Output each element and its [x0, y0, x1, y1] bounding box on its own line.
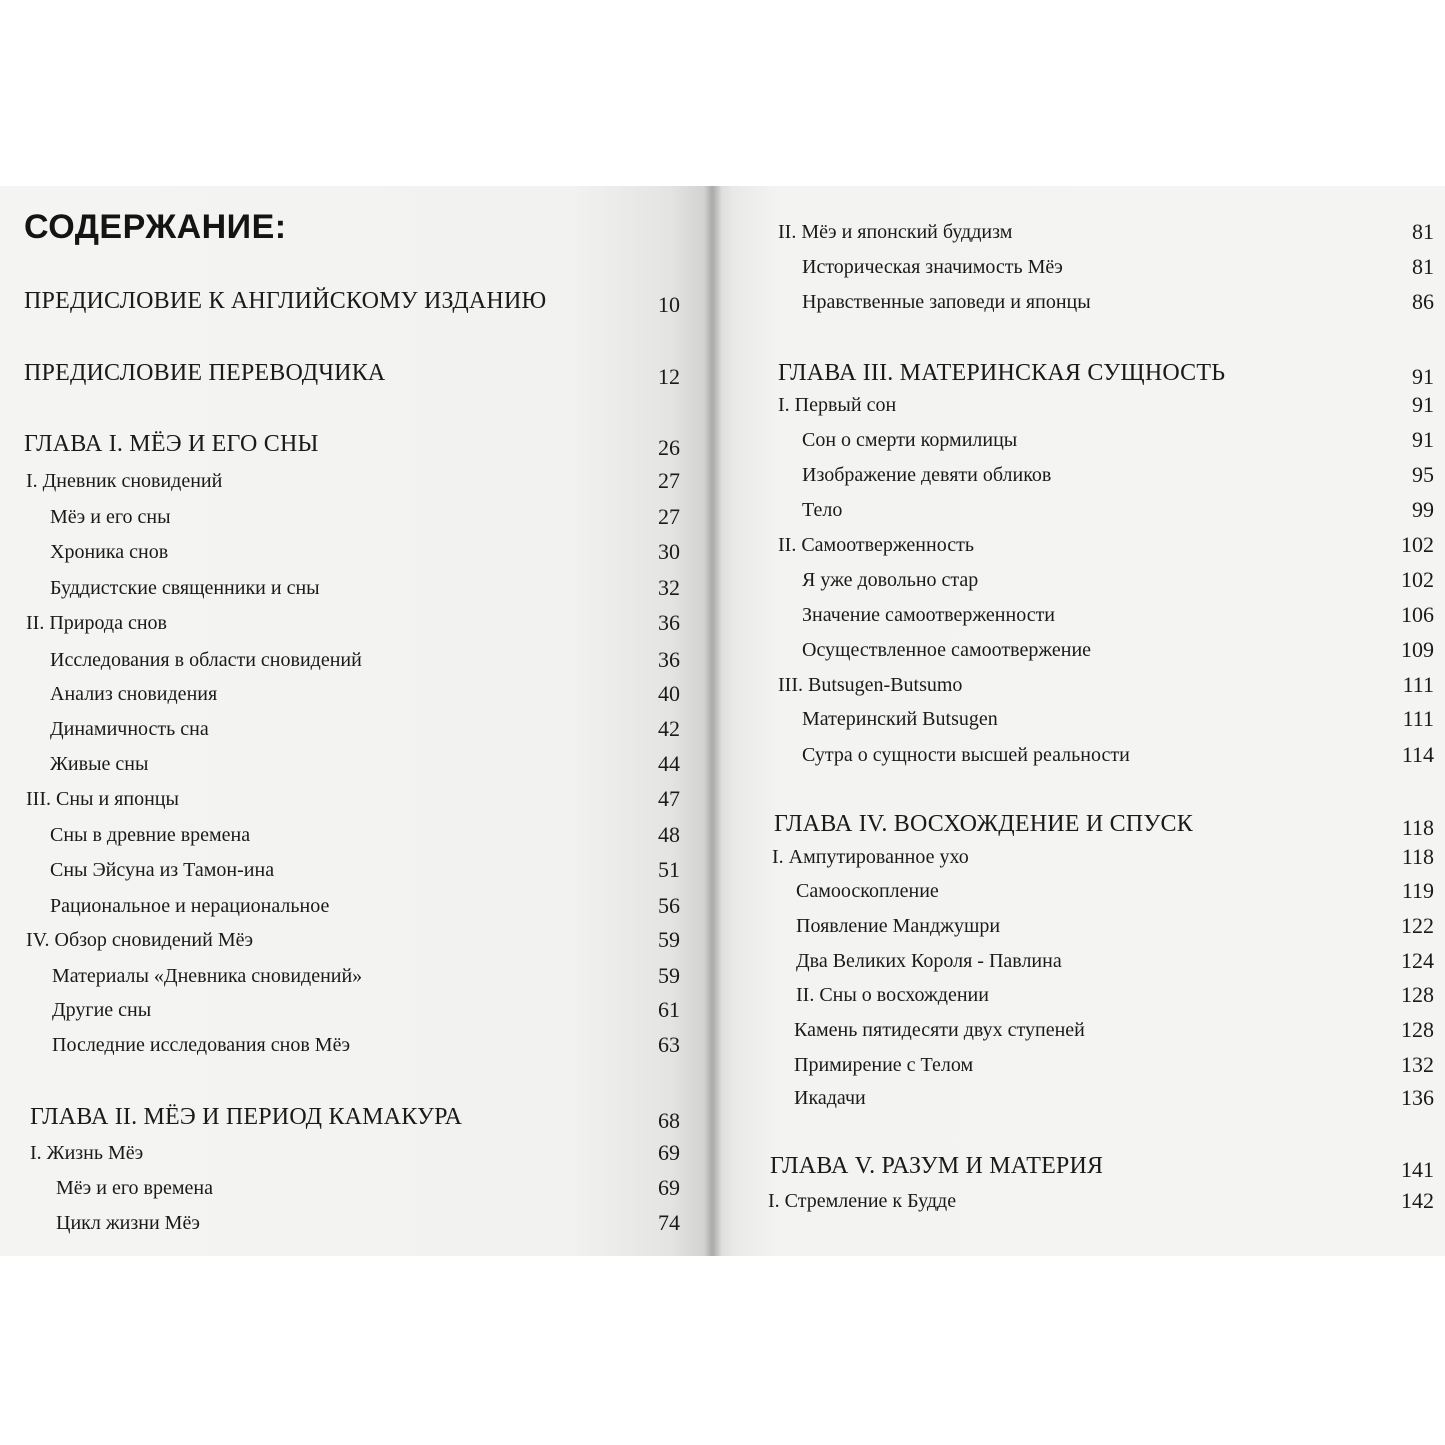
toc-entry-page-number: 27: [658, 504, 680, 529]
toc-entry-page-number: 40: [658, 681, 680, 706]
toc-entry-page-number: 91: [1412, 364, 1434, 389]
toc-entry-title: Икадачи: [794, 1087, 866, 1109]
toc-entry-title: I. Жизнь Мёэ: [30, 1142, 144, 1164]
toc-entry-page-number: 81: [1412, 219, 1434, 244]
toc-entry-page-number: 42: [658, 716, 680, 741]
toc-entry-title: Значение самоотверженности: [802, 604, 1056, 626]
toc-entry-title: Примирение с Телом: [794, 1054, 974, 1076]
toc-entry-title: II. Природа снов: [26, 612, 167, 634]
toc-entry-page-number: 69: [658, 1175, 680, 1200]
toc-entry-title: I. Стремление к Будде: [768, 1190, 957, 1212]
toc-entry-title: Материнский Butsugen: [802, 708, 998, 730]
toc-entry-page-number: 109: [1401, 637, 1434, 662]
toc-entry-title: Цикл жизни Мёэ: [56, 1212, 200, 1234]
toc-entry-title: Хроника снов: [50, 541, 169, 563]
toc-entry-title: IV. Обзор сновидений Мёэ: [26, 929, 254, 951]
toc-entry-title: ПРЕДИСЛОВИЕ К АНГЛИЙСКОМУ ИЗДАНИЮ: [24, 288, 547, 314]
toc-entry-page-number: 56: [658, 893, 680, 918]
right-page: [712, 186, 1445, 1256]
toc-entry-title: ГЛАВА III. МАТЕРИНСКАЯ СУЩНОСТЬ: [778, 360, 1226, 386]
toc-entry-page-number: 118: [1401, 844, 1434, 869]
toc-entry-title: Я уже довольно стар: [802, 569, 979, 591]
toc-entry-page-number: 119: [1401, 878, 1434, 903]
toc-entry-page-number: 74: [658, 1210, 680, 1235]
toc-entry-title: Мёэ и его времена: [56, 1177, 213, 1199]
left-page: [0, 186, 712, 1256]
toc-entry-title: II. Мёэ и японский буддизм: [778, 221, 1013, 243]
toc-entry-title: Динамичность сна: [50, 718, 209, 740]
toc-entry-title: Сутра о сущности высшей реальности: [802, 744, 1130, 766]
toc-entry-page-number: 142: [1401, 1188, 1434, 1213]
toc-entry-title: Камень пятидесяти двух ступеней: [794, 1019, 1085, 1041]
toc-entry-title: I. Ампутированное ухо: [772, 846, 969, 868]
toc-entry-title: I. Дневник сновидений: [26, 470, 223, 492]
toc-entry-title: Осуществленное самоотвержение: [802, 639, 1092, 661]
toc-entry-page-number: 26: [658, 435, 680, 460]
toc-entry-page-number: 136: [1401, 1085, 1434, 1110]
toc-entry-title: Изображение девяти обликов: [802, 464, 1052, 486]
toc-entry-page-number: 128: [1401, 982, 1434, 1007]
toc-entry-page-number: 141: [1401, 1157, 1434, 1182]
toc-entry-title: Самооскопление: [796, 880, 939, 902]
toc-entry-page-number: 30: [658, 539, 680, 564]
toc-entry-title: Сон о смерти кормилицы: [802, 429, 1018, 451]
toc-entry-page-number: 95: [1412, 462, 1434, 487]
toc-entry-title: III. Сны и японцы: [26, 788, 179, 810]
toc-entry-title: Два Великих Короля - Павлина: [796, 950, 1062, 972]
toc-entry-page-number: 114: [1401, 742, 1434, 767]
toc-entry-page-number: 69: [658, 1140, 680, 1165]
toc-entry-title: Мёэ и его сны: [50, 506, 171, 528]
toc-entry-page-number: 86: [1412, 289, 1434, 314]
toc-entry-title: Нравственные заповеди и японцы: [802, 291, 1091, 313]
toc-entry-title: ПРЕДИСЛОВИЕ ПЕРЕВОДЧИКА: [24, 360, 386, 386]
toc-entry-page-number: 111: [1402, 672, 1434, 697]
toc-entry-page-number: 91: [1412, 392, 1434, 417]
toc-entry-title: Материалы «Дневника сновидений»: [52, 965, 363, 987]
toc-entry-title: Последние исследования снов Мёэ: [52, 1034, 351, 1056]
toc-entry-title: Живые сны: [50, 753, 149, 775]
toc-entry-title: Тело: [802, 499, 843, 521]
toc-entry-title: Буддистские священники и сны: [50, 577, 320, 599]
toc-entry-page-number: 44: [658, 751, 680, 776]
toc-entry-title: Сны Эйсуна из Тамон-ина: [50, 859, 275, 881]
toc-entry-page-number: 12: [658, 364, 680, 389]
toc-entry-title: III. Butsugen-Butsumo: [778, 674, 963, 696]
toc-entry-page-number: 122: [1401, 913, 1434, 938]
toc-entry-page-number: 91: [1412, 427, 1434, 452]
toc-entry-page-number: 47: [658, 786, 680, 811]
toc-entry-page-number: 102: [1401, 532, 1434, 557]
toc-entry-title: Анализ сновидения: [50, 683, 218, 705]
toc-entry-page-number: 106: [1401, 602, 1434, 627]
toc-entry-title: Исследования в области сновидений: [50, 649, 362, 671]
toc-entry-page-number: 68: [658, 1108, 680, 1133]
toc-entry-page-number: 61: [658, 997, 680, 1022]
toc-entry-page-number: 10: [658, 292, 680, 317]
toc-entry-title: I. Первый сон: [778, 394, 897, 416]
toc-entry-title: Сны в древние времена: [50, 824, 251, 846]
book-spread: [0, 186, 1445, 1256]
toc-entry-page-number: 63: [658, 1032, 680, 1057]
book-gutter: [704, 186, 722, 1256]
toc-entry-page-number: 124: [1401, 948, 1434, 973]
toc-entry-page-number: 36: [658, 610, 680, 635]
toc-entry-title: Другие сны: [52, 999, 152, 1021]
toc-entry-page-number: 132: [1401, 1052, 1434, 1077]
toc-entry-page-number: 36: [658, 647, 680, 672]
toc-entry-title: II. Самоотверженность: [778, 534, 974, 556]
toc-entry-page-number: 102: [1401, 567, 1434, 592]
toc-entry-title: Историческая значимость Мёэ: [802, 256, 1063, 278]
toc-entry-page-number: 59: [658, 927, 680, 952]
toc-entry-title: ГЛАВА I. МЁЭ И ЕГО СНЫ: [24, 431, 319, 457]
toc-entry-page-number: 99: [1412, 497, 1434, 522]
toc-entry-page-number: 27: [658, 468, 680, 493]
toc-entry-title: ГЛАВА V. РАЗУМ И МАТЕРИЯ: [770, 1153, 1104, 1179]
contents-heading: СОДЕРЖАНИЕ:: [24, 208, 287, 246]
toc-entry-page-number: 81: [1412, 254, 1434, 279]
toc-entry-page-number: 128: [1401, 1017, 1434, 1042]
toc-entry-title: Появление Манджушри: [796, 915, 1001, 937]
toc-entry-title: II. Сны о восхождении: [796, 984, 989, 1006]
toc-entry-title: Рациональное и нерациональное: [50, 895, 330, 917]
toc-entry-page-number: 32: [658, 575, 680, 600]
toc-entry-page-number: 59: [658, 963, 680, 988]
toc-entry-page-number: 51: [658, 857, 680, 882]
toc-entry-page-number: 48: [658, 822, 680, 847]
toc-entry-title: ГЛАВА II. МЁЭ И ПЕРИОД КАМАКУРА: [30, 1104, 463, 1130]
toc-entry-page-number: 111: [1402, 706, 1434, 731]
toc-entry-page-number: 118: [1401, 815, 1434, 840]
toc-entry-title: ГЛАВА IV. ВОСХОЖДЕНИЕ И СПУСК: [774, 811, 1193, 837]
